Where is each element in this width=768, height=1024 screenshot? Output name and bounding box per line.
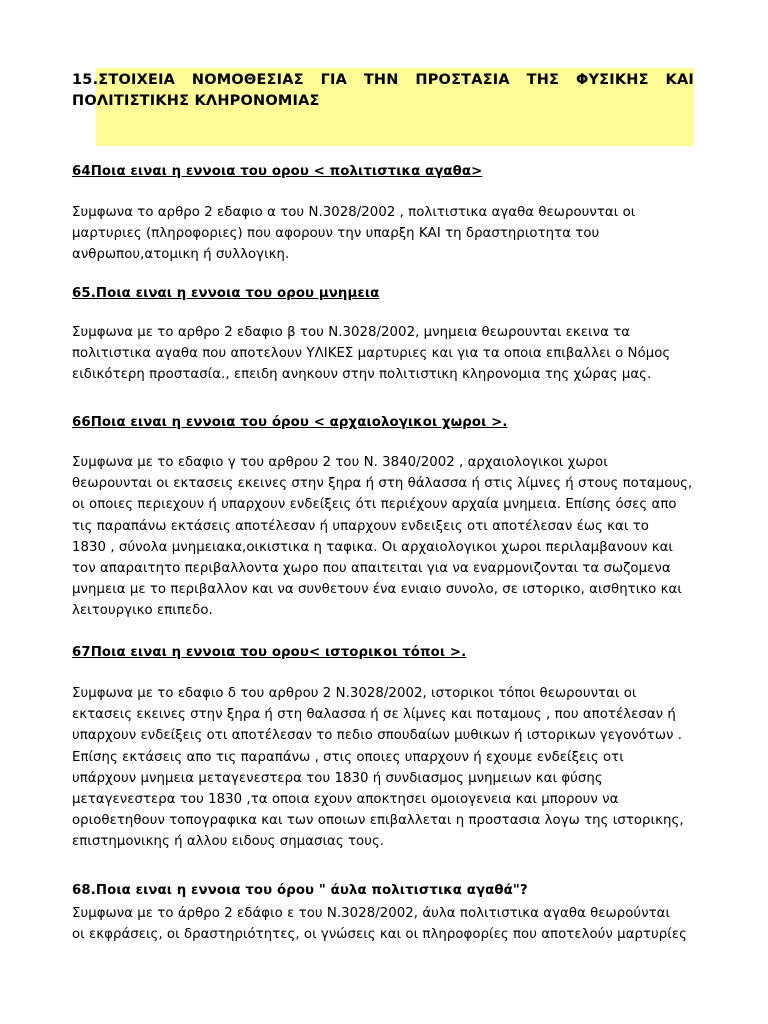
answer-line: Συμφωνα το αρθρο 2 εδαφιο α του Ν.3028/2002 , πολιτιστικα αγαθα θεωρουνται οι xyxy=(72,205,636,220)
answer-67 xyxy=(72,683,698,853)
answer-line: τον απαραιτητο περιβαλλοντα χωρο που απαιτειται για να εναρμονιζονται τα σωζομενα xyxy=(72,561,671,577)
answer-line: μαρτυριες (πληροφοριες) που αφορουν την υπαρξη ΚΑΙ τη δραστηριοτητα του xyxy=(72,226,600,242)
answer-line: οι οποιες περιεχουν ή υπαρχουν ενδείξεις ότι περιέχουν αρχαία μνημεια. Επίσης όσες απο xyxy=(72,497,677,513)
question-68: 68.Ποια ειναι η εννοια του όρου " άυλα πολιτιστικα αγαθά"? xyxy=(72,883,528,898)
answer-line: υπάρχουν μνημεια μεταγενεστερα του 1830 ή συνδιασμος μνημειων και φύσης xyxy=(72,770,603,786)
answer-line: Επίσης εκτάσεις απο τις παραπάνω , στις οποιες υπαρχουν ή εχουμε ενδείξεις οτι xyxy=(72,749,624,765)
answer-68 xyxy=(72,903,698,945)
answer-line: Συμφωνα με το αρθρο 2 εδαφιο β του Ν.3028/2002, μνημεια θεωρουνται εκεινα τα xyxy=(72,325,631,340)
question-64: 64Ποια ειναι η εννοια του ορου < πολιτιστικα αγαθα> xyxy=(72,164,483,179)
answer-line: θεωρουνται οι εκτασεις εκεινες στην ξηρα ή στη θάλασσα ή στις λίμνες ή στους ποταμους, xyxy=(72,476,693,492)
answer-line: πολιτιστικα αγαθα που αποτελουν ΥΛΙΚΕΣ μαρτυριες και για τα οποια επιβαλλει ο Νόμος xyxy=(72,346,671,362)
answer-line: ανθρωπου,ατομικη ή συλλογικη. xyxy=(72,247,290,263)
answer-66 xyxy=(72,452,698,622)
answer-line: μνημεια με το περιβαλλον και να συνθετουν ένα ενιαιο συνολο, σε ιστορικο, αισθητικο και xyxy=(72,582,682,598)
answer-line: Συμφωνα με το εδαφιο γ του αρθρου 2 του Ν. 3840/2002 , αρχαιολογικοι χωροι xyxy=(72,455,608,470)
answer-line: 1830 , σύνολα μνημειακα,οικιστικα η ταφικα. Οι αρχαιολογικοι χωροι περιλαμβανουν και xyxy=(72,539,673,555)
answer-line: μεταγενεστερα του 1830 ,τα οποια εχουν αποκτησει ομοιογενεια και μπορουν να xyxy=(72,792,619,808)
question-67: 67Ποια ειναι η εννοια του ορου< ιστορικοι τόποι >. xyxy=(72,645,467,660)
answer-line: Συμφωνα με το εδαφιο δ του αρθρου 2 Ν.3028/2002, ιστορικοι τόποι θεωρουνται οι xyxy=(72,686,637,701)
answer-line: ειδικότερη προστασία., επειδη ανηκουν στην πολιτιστικη κληρονομια της χώρας μας. xyxy=(72,367,652,383)
question-65: 65.Ποια ειναι η εννοια του ορου μνημεια xyxy=(72,286,380,301)
page-title: 15.ΣΤΟΙΧΕΙΑ ΝΟΜΟΘΕΣΙΑΣ ΓΙΑ ΤΗΝ ΠΡΟΣΤΑΣΙΑ ΤΗΣ ΦΥΣΙΚΗΣ ΚΑΙ ΠΟΛΙΤΙΣΤΙΚΗΣ ΚΛΗΡΟΝΟΜΙΑΣ xyxy=(72,72,694,109)
answer-line: οι εκφράσεις, οι δραστηριότητες, οι γνώσεις και οι πληροφορίες που αποτελούν μαρτυρίες xyxy=(72,927,687,943)
answer-line: επιστημονικης ή αλλου ειδους σημασιας τους. xyxy=(72,834,385,850)
answer-65 xyxy=(72,322,698,386)
answer-line: τις παραπάνω εκτάσεις αποτέλεσαν ή υπαρχουν ενδειξεις οτι αποτέλεσαν έως και το xyxy=(72,518,649,534)
answer-64 xyxy=(72,202,698,266)
answer-line: λειτουργικο επιπεδο. xyxy=(72,603,213,619)
question-66: 66Ποια ειναι η εννοια του όρου < αρχαιολογικοι χωροι >. xyxy=(72,415,508,430)
answer-line: οριοθετηθουν τοπογραφικα και των οποιων επιβαλλεται η προστασια λογω της ιστορικης, xyxy=(72,813,684,829)
section-heading xyxy=(72,68,694,146)
answer-line: υπαρχουν ενδείξεις οτι αποτέλεσαν το πεδιο σπουδαίων μυθικων ή ιστορικων γεγονότων . xyxy=(72,728,683,744)
answer-line: Συμφωνα με το άρθρο 2 εδάφιο ε του Ν.3028/2002, άυλα πολιτιστικα αγαθα θεωρούνται xyxy=(72,906,671,921)
answer-line: εκτασεις εκεινες στην ξηρα ή στη θαλασσα ή σε λίμνες και ποταμους , που αποτέλεσαν ή xyxy=(72,707,676,723)
